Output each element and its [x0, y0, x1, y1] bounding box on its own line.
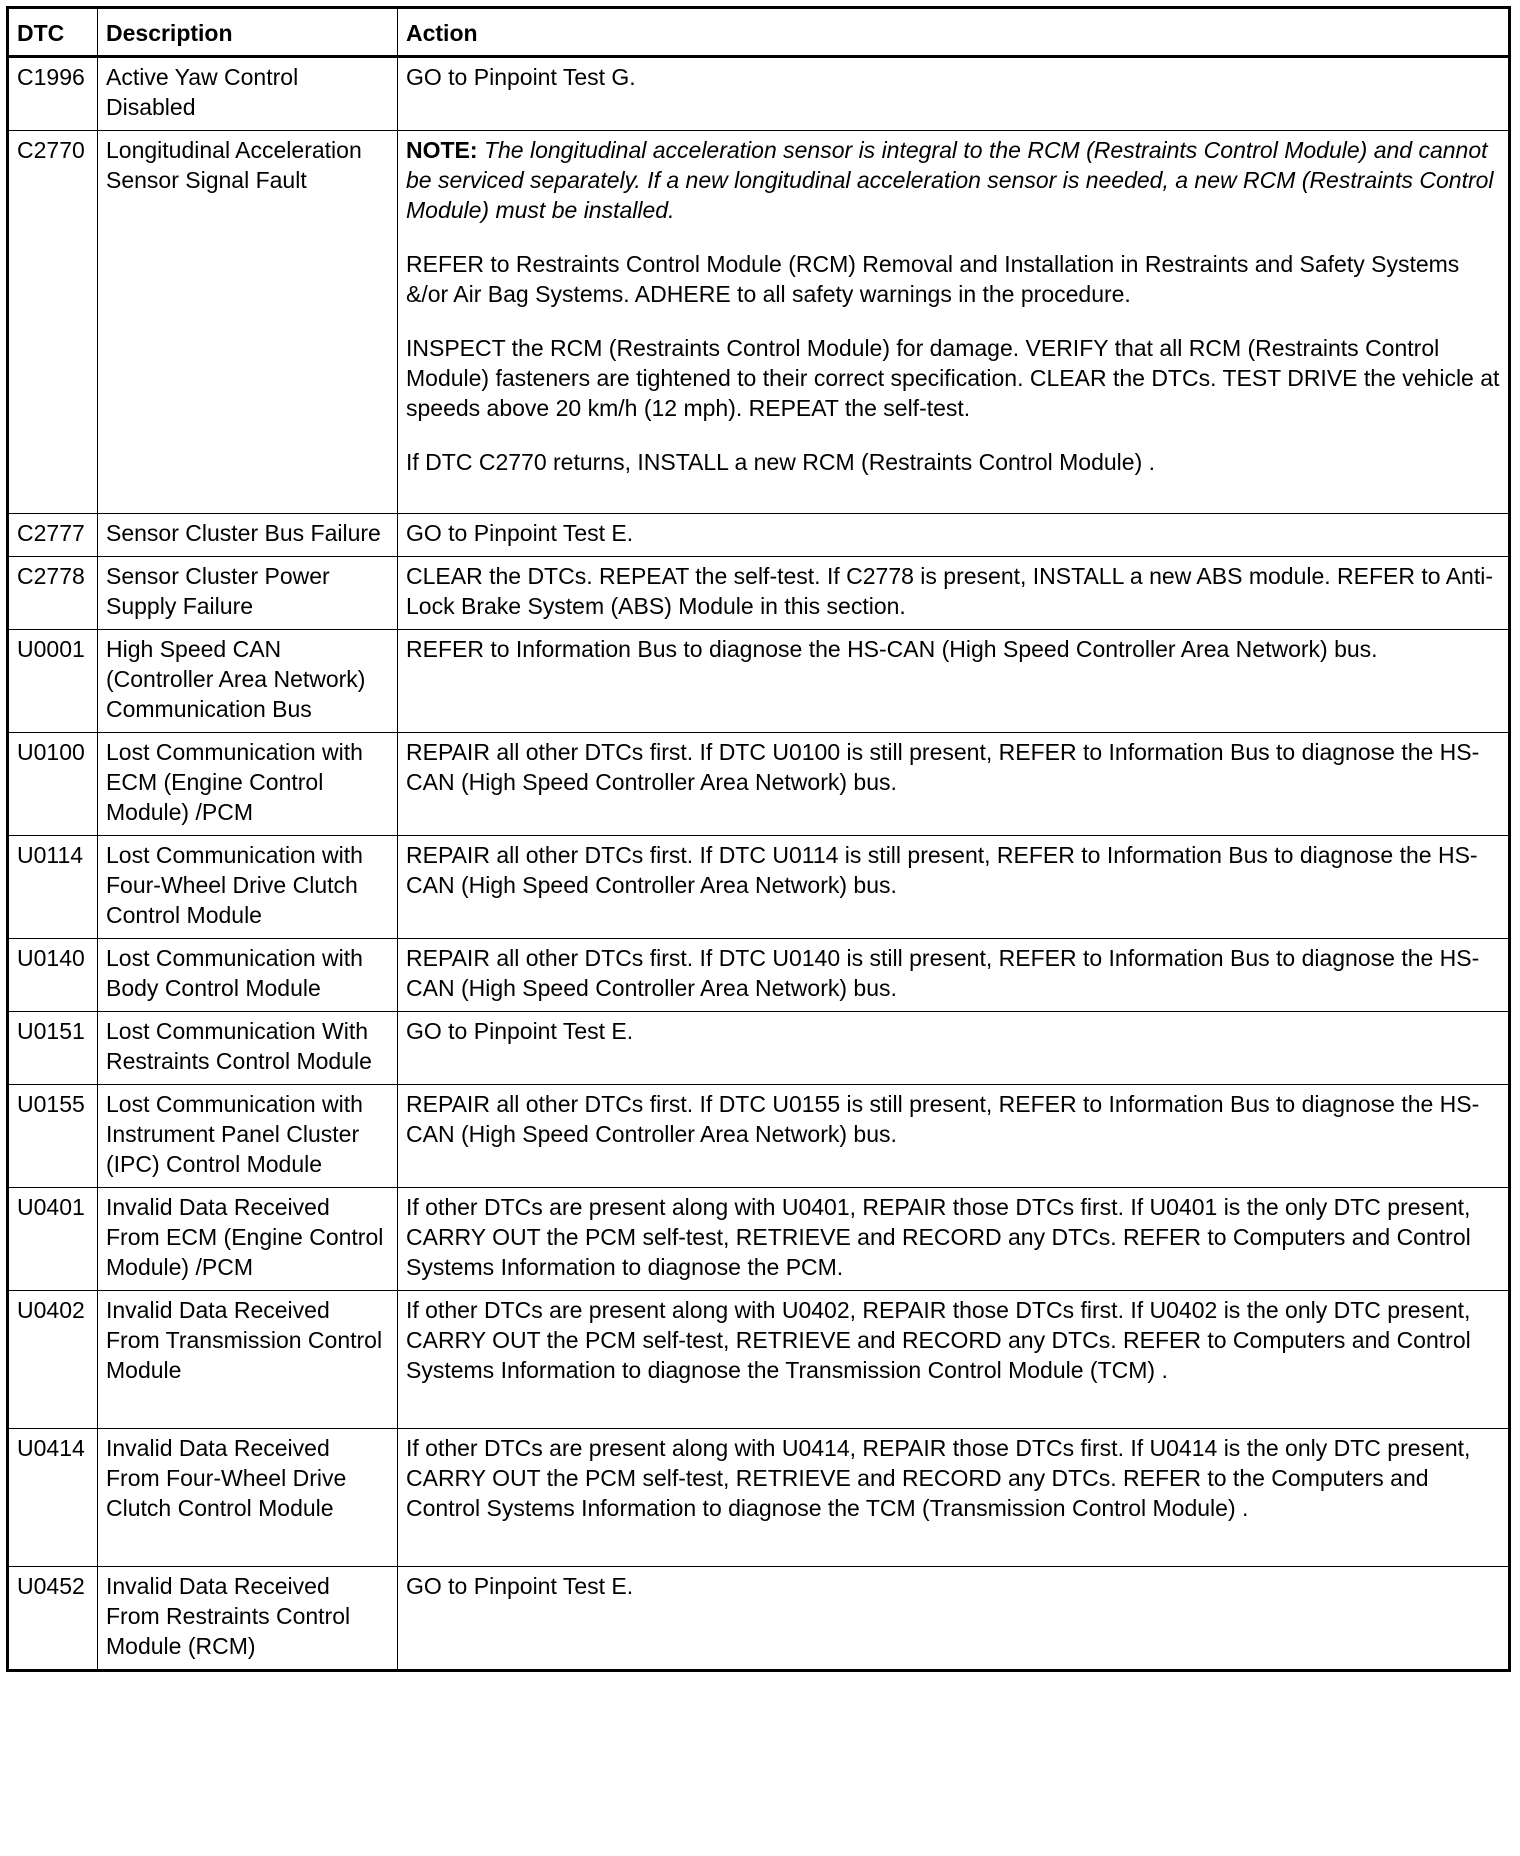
- action-paragraph: CLEAR the DTCs. REPEAT the self-test. If C2778 is present, INSTALL a new ABS module. REFER to Anti-Lock Brake System (ABS) Module in this section.: [406, 563, 1493, 619]
- dtc-code: U0401: [8, 1188, 98, 1291]
- table-body: [8, 57, 1510, 1671]
- dtc-description: Sensor Cluster Power Supply Failure: [98, 557, 398, 630]
- table-row: [8, 1429, 1510, 1567]
- dtc-description: Lost Communication with Four-Wheel Drive Clutch Control Module: [98, 836, 398, 939]
- header-action: Action: [398, 8, 1510, 57]
- dtc-code: C2777: [8, 514, 98, 557]
- action-paragraph: REPAIR all other DTCs first. If DTC U0140 is still present, REFER to Information Bus to diagnose the HS-CAN (High Speed Controller Area Network) bus.: [406, 945, 1480, 1001]
- dtc-description: Longitudinal Acceleration Sensor Signal Fault: [98, 131, 398, 514]
- dtc-description: Sensor Cluster Bus Failure: [98, 514, 398, 557]
- dtc-description: Active Yaw Control Disabled: [98, 57, 398, 131]
- dtc-description: Lost Communication With Restraints Control Module: [98, 1012, 398, 1085]
- table-row: [8, 514, 1510, 557]
- action-paragraph: REPAIR all other DTCs first. If DTC U0100 is still present, REFER to Information Bus to diagnose the HS-CAN (High Speed Controller Area Network) bus.: [406, 739, 1480, 795]
- dtc-code: C2778: [8, 557, 98, 630]
- dtc-code: U0151: [8, 1012, 98, 1085]
- action-paragraph: GO to Pinpoint Test E.: [406, 1018, 634, 1044]
- dtc-description: Invalid Data Received From Restraints Control Module (RCM): [98, 1567, 398, 1671]
- table-row: [8, 1188, 1510, 1291]
- table-row: [8, 939, 1510, 1012]
- action-paragraph: REFER to Restraints Control Module (RCM) Removal and Installation in Restraints and Safety Systems &/or Air Bag Systems. ADHERE to all safety warnings in the procedure.: [406, 251, 1460, 307]
- dtc-action: [398, 1291, 1510, 1429]
- header-description: Description: [98, 8, 398, 57]
- dtc-action: [398, 733, 1510, 836]
- action-paragraph: GO to Pinpoint Test E.: [406, 520, 634, 546]
- dtc-action: [398, 514, 1510, 557]
- dtc-code: U0114: [8, 836, 98, 939]
- dtc-code: U0452: [8, 1567, 98, 1671]
- dtc-code: U0402: [8, 1291, 98, 1429]
- dtc-action: [398, 836, 1510, 939]
- dtc-action: [398, 1188, 1510, 1291]
- table-row: [8, 131, 1510, 514]
- action-paragraph: If other DTCs are present along with U0402, REPAIR those DTCs first. If U0402 is the only DTC present, CARRY OUT the PCM self-test, RETRIEVE and RECORD any DTCs. REFER to Computers and Control Systems Information to diagnose the Transmission Control Module (TCM) .: [406, 1297, 1471, 1383]
- dtc-description: Invalid Data Received From Four-Wheel Drive Clutch Control Module: [98, 1429, 398, 1567]
- dtc-action: [398, 1012, 1510, 1085]
- action-paragraph: If other DTCs are present along with U0414, REPAIR those DTCs first. If U0414 is the only DTC present, CARRY OUT the PCM self-test, RETRIEVE and RECORD any DTCs. REFER to the Computers and Control Systems Information to diagnose the TCM (Transmission Control Module) .: [406, 1435, 1471, 1521]
- note-label: NOTE:: [406, 137, 478, 163]
- dtc-code: U0155: [8, 1085, 98, 1188]
- dtc-code: U0001: [8, 630, 98, 733]
- action-paragraph: REFER to Information Bus to diagnose the HS-CAN (High Speed Controller Area Network) bus.: [406, 636, 1378, 662]
- table-row: [8, 57, 1510, 131]
- action-paragraph: GO to Pinpoint Test G.: [406, 64, 636, 90]
- dtc-action: [398, 57, 1510, 131]
- table-row: [8, 836, 1510, 939]
- table-row: [8, 1012, 1510, 1085]
- table-header: [8, 8, 1510, 57]
- dtc-description: Lost Communication with Body Control Module: [98, 939, 398, 1012]
- table-row: [8, 557, 1510, 630]
- dtc-description: Lost Communication with ECM (Engine Control Module) /PCM: [98, 733, 398, 836]
- dtc-description: Lost Communication with Instrument Panel Cluster (IPC) Control Module: [98, 1085, 398, 1188]
- action-paragraph: GO to Pinpoint Test E.: [406, 1573, 634, 1599]
- dtc-code: C1996: [8, 57, 98, 131]
- table-row: [8, 1085, 1510, 1188]
- action-paragraph: REPAIR all other DTCs first. If DTC U0155 is still present, REFER to Information Bus to diagnose the HS-CAN (High Speed Controller Area Network) bus.: [406, 1091, 1480, 1147]
- dtc-code: C2770: [8, 131, 98, 514]
- table-row: [8, 630, 1510, 733]
- action-paragraph: If other DTCs are present along with U0401, REPAIR those DTCs first. If U0401 is the only DTC present, CARRY OUT the PCM self-test, RETRIEVE and RECORD any DTCs. REFER to Computers and Control Systems Information to diagnose the PCM.: [406, 1194, 1471, 1280]
- dtc-description: Invalid Data Received From ECM (Engine Control Module) /PCM: [98, 1188, 398, 1291]
- dtc-action: [398, 939, 1510, 1012]
- note-paragraph: [406, 135, 1500, 225]
- dtc-action: [398, 630, 1510, 733]
- dtc-code: U0140: [8, 939, 98, 1012]
- dtc-table: [6, 6, 1511, 1672]
- dtc-action: [398, 1085, 1510, 1188]
- header-dtc: DTC: [8, 8, 98, 57]
- dtc-description: High Speed CAN (Controller Area Network) Communication Bus: [98, 630, 398, 733]
- action-paragraph: INSPECT the RCM (Restraints Control Module) for damage. VERIFY that all RCM (Restraints Control Module) fasteners are tightened to their correct specification. CLEAR the DTCs. TEST DRIVE the vehicle at speeds above 20 km/h (12 mph). REPEAT the self-test.: [406, 335, 1500, 421]
- table-row: [8, 733, 1510, 836]
- action-paragraph: REPAIR all other DTCs first. If DTC U0114 is still present, REFER to Information Bus to diagnose the HS-CAN (High Speed Controller Area Network) bus.: [406, 842, 1478, 898]
- action-paragraph: If DTC C2770 returns, INSTALL a new RCM (Restraints Control Module) .: [406, 449, 1156, 475]
- dtc-action: [398, 131, 1510, 514]
- dtc-code: U0100: [8, 733, 98, 836]
- dtc-action: [398, 1429, 1510, 1567]
- dtc-action: [398, 1567, 1510, 1671]
- dtc-code: U0414: [8, 1429, 98, 1567]
- table-row: [8, 1291, 1510, 1429]
- dtc-action: [398, 557, 1510, 630]
- table-row: [8, 1567, 1510, 1671]
- dtc-description: Invalid Data Received From Transmission Control Module: [98, 1291, 398, 1429]
- note-text: The longitudinal acceleration sensor is integral to the RCM (Restraints Control Module) and cannot be serviced separately. If a new longitudinal acceleration sensor is needed, a new RCM (Restraints Control Module) must be installed.: [406, 137, 1494, 223]
- header-row: [8, 8, 1510, 57]
